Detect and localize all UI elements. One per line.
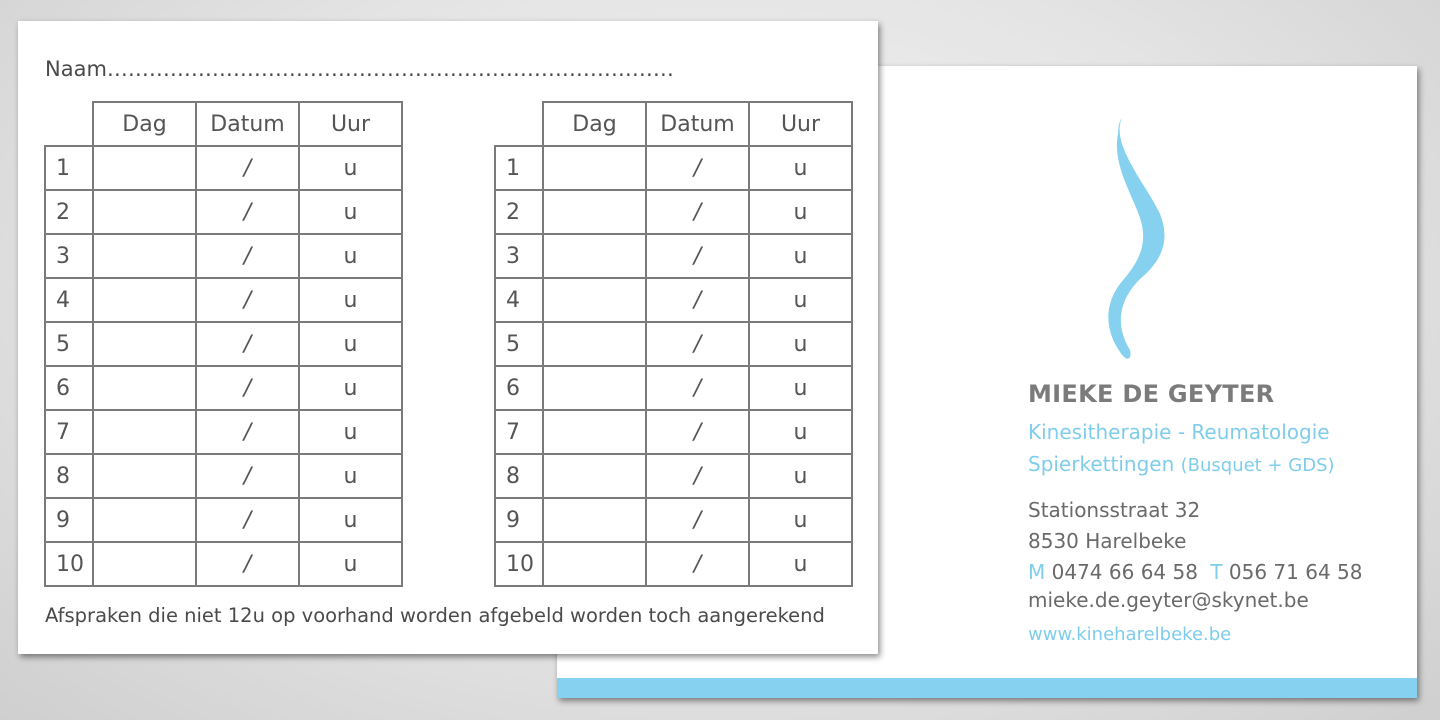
uur-cell: u [299,278,402,322]
header-dag: Dag [93,102,196,146]
table-row [45,454,402,498]
uur-cell: u [749,366,852,410]
dag-cell [93,190,196,234]
naam-label: Naam [45,57,107,81]
specialty-paren: (Busquet + GDS) [1180,455,1335,476]
header-datum: Datum [646,102,749,146]
appointment-table-right [494,101,853,587]
dag-cell [93,410,196,454]
corner-cell [45,102,93,146]
naam-field [45,57,850,81]
dag-cell [93,366,196,410]
row-number: 1 [495,146,543,190]
table-row [495,322,852,366]
dag-cell [543,410,646,454]
uur-cell: u [299,454,402,498]
uur-cell: u [749,498,852,542]
datum-cell: / [196,454,299,498]
uur-cell: u [749,322,852,366]
uur-cell: u [749,234,852,278]
uur-cell: u [299,234,402,278]
table-row [45,146,402,190]
datum-cell: / [196,366,299,410]
table-row [495,146,852,190]
dag-cell [543,498,646,542]
table-row [495,366,852,410]
row-number: 3 [45,234,93,278]
table-row [495,410,852,454]
dag-cell [543,542,646,586]
row-number: 2 [495,190,543,234]
datum-cell: / [196,146,299,190]
specialty-line-2 [1028,452,1335,476]
row-number: 4 [495,278,543,322]
dag-cell [543,454,646,498]
row-number: 10 [495,542,543,586]
datum-cell: / [646,498,749,542]
datum-cell: / [196,498,299,542]
datum-cell: / [646,542,749,586]
datum-cell: / [646,366,749,410]
uur-cell: u [749,278,852,322]
appointment-table-left [44,101,403,587]
specialty-line-1: Kinesitherapie - Reumatologie [1028,420,1330,444]
uur-cell: u [749,542,852,586]
table-row [495,454,852,498]
row-number: 7 [45,410,93,454]
dag-cell [93,234,196,278]
table-row [45,410,402,454]
phone-line [1028,560,1362,584]
datum-cell: / [646,234,749,278]
datum-cell: / [196,278,299,322]
table-row [495,542,852,586]
uur-cell: u [299,190,402,234]
dag-cell [543,190,646,234]
datum-cell: / [646,190,749,234]
dag-cell [93,542,196,586]
dag-cell [93,498,196,542]
table-row [45,278,402,322]
datum-cell: / [196,542,299,586]
uur-cell: u [299,366,402,410]
table-row [495,278,852,322]
uur-cell: u [299,146,402,190]
row-number: 7 [495,410,543,454]
table-row [45,322,402,366]
row-number: 6 [45,366,93,410]
datum-cell: / [646,278,749,322]
website: www.kineharelbeke.be [1028,624,1232,645]
uur-cell: u [749,410,852,454]
datum-cell: / [646,146,749,190]
specialty-main: Spierkettingen [1028,452,1175,476]
uur-cell: u [299,410,402,454]
email: mieke.de.geyter@skynet.be [1028,588,1309,612]
dag-cell [93,322,196,366]
dag-cell [93,278,196,322]
row-number: 8 [45,454,93,498]
mobile-number: 0474 66 64 58 [1051,560,1198,584]
uur-cell: u [749,454,852,498]
dag-cell [93,454,196,498]
phone-number: 056 71 64 58 [1228,560,1363,584]
dag-cell [543,234,646,278]
person-name: MIEKE DE GEYTER [1028,380,1275,408]
table-row [495,234,852,278]
appointment-card [18,21,878,654]
row-number: 2 [45,190,93,234]
accent-bar [557,678,1417,698]
row-number: 10 [45,542,93,586]
row-number: 4 [45,278,93,322]
phone-label: T [1210,560,1223,584]
datum-cell: / [196,410,299,454]
uur-cell: u [749,190,852,234]
row-number: 1 [45,146,93,190]
table-row [45,190,402,234]
address-city: 8530 Harelbeke [1028,529,1187,553]
address-street: Stationsstraat 32 [1028,498,1201,522]
footer-note: Afspraken die niet 12u op voorhand worden afgebeld worden toch aangerekend [45,604,825,627]
naam-dots: ……………………………………………………………………… [106,57,674,81]
datum-cell: / [196,190,299,234]
uur-cell: u [299,498,402,542]
table-row [495,190,852,234]
row-number: 9 [495,498,543,542]
header-uur: Uur [299,102,402,146]
mobile-label: M [1028,560,1046,584]
row-number: 3 [495,234,543,278]
datum-cell: / [196,234,299,278]
header-dag: Dag [543,102,646,146]
header-uur: Uur [749,102,852,146]
uur-cell: u [749,146,852,190]
corner-cell [495,102,543,146]
row-number: 9 [45,498,93,542]
row-number: 5 [495,322,543,366]
row-number: 8 [495,454,543,498]
datum-cell: / [196,322,299,366]
uur-cell: u [299,542,402,586]
spine-wave-icon [1102,114,1172,364]
row-number: 5 [45,322,93,366]
datum-cell: / [646,454,749,498]
table-row [45,542,402,586]
header-datum: Datum [196,102,299,146]
dag-cell [93,146,196,190]
dag-cell [543,322,646,366]
datum-cell: / [646,322,749,366]
datum-cell: / [646,410,749,454]
uur-cell: u [299,322,402,366]
table-row [45,366,402,410]
dag-cell [543,366,646,410]
table-row [45,498,402,542]
row-number: 6 [495,366,543,410]
dag-cell [543,278,646,322]
table-row [495,498,852,542]
table-row [45,234,402,278]
dag-cell [543,146,646,190]
